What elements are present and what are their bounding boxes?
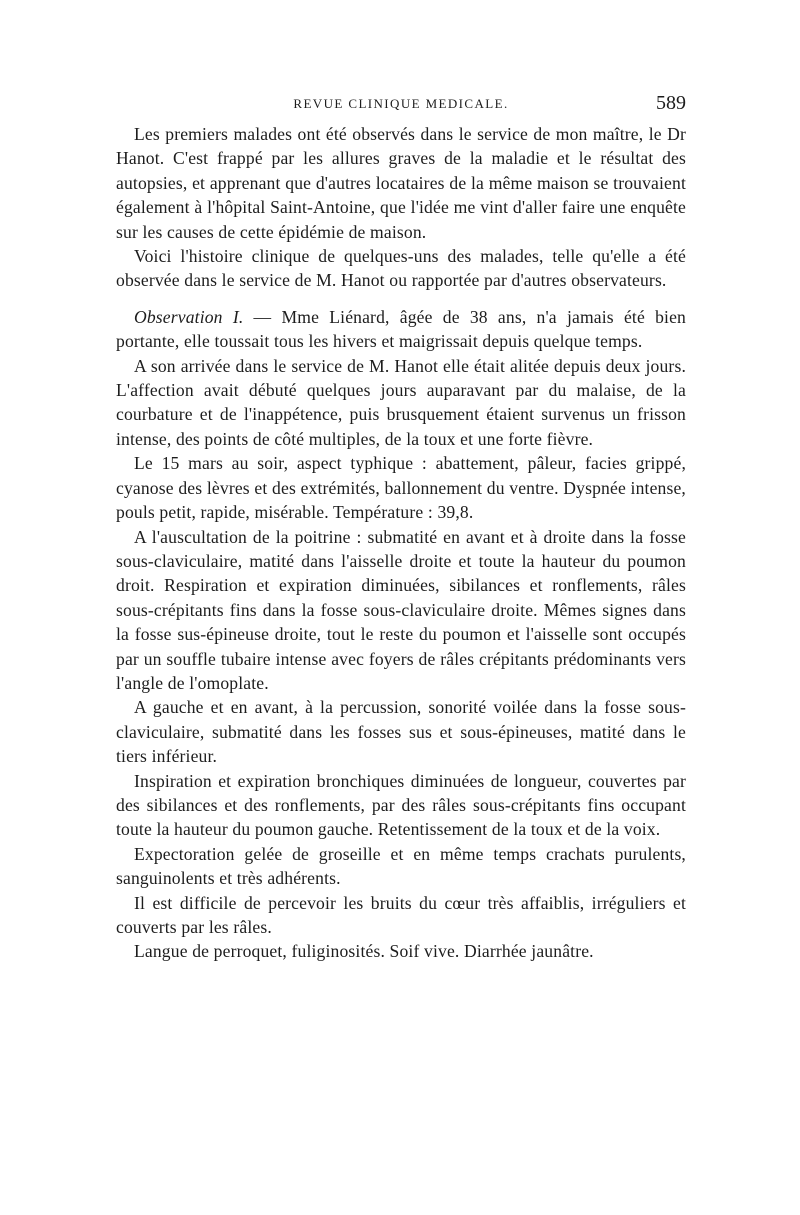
running-header <box>116 92 686 122</box>
running-title: REVUE CLINIQUE MEDICALE. <box>293 96 509 111</box>
page-number: 589 <box>656 92 686 114</box>
paragraph-observation-1 <box>116 305 686 354</box>
body-text <box>116 122 686 964</box>
paragraph-expectoration: Expectoration gelée de groseille et en même temps crachats purulents, sanguinolents et très adhérents. <box>116 843 686 889</box>
paragraph-left-side: A gauche et en avant, à la percussion, sonorité voilée dans la fosse sous-claviculaire, submatité dans les fosses sus et sous-épineuses, matité dans le tiers inférieur. <box>116 697 686 767</box>
paragraph-clinical-history: Voici l'histoire clinique de quelques-uns des malades, telle qu'elle a été observée dans le service de M. Hanot ou rapportée par d'autres observateurs. <box>116 246 686 291</box>
observation-text: — Mme Liénard, âgée de 38 ans, n'a jamais été bien portante, elle toussait tous les hivers et maigrissait depuis quelque temps. <box>116 306 686 352</box>
paragraph-intro: Les premiers malades ont été observés dans le service de mon maître, le Dr Hanot. C'est frappé par les allures graves de la maladie et le résultat des autopsies, et apprenant que d'autres locataires de la même maison se trouvaient également à l'hôpital Saint-Antoine, que l'idée me vint d'aller faire une enquête sur les causes de cette épidémie de maison. <box>116 124 686 242</box>
paragraph-heart-sounds: Il est difficile de percevoir les bruits du cœur très affaiblis, irréguliers et couverts par les râles. <box>116 892 686 937</box>
paragraph-tongue: Langue de perroquet, fuliginosités. Soif vive. Diarrhée jaunâtre. <box>134 941 594 962</box>
paragraph-auscultation: A l'auscultation de la poitrine : submatité en avant et à droite dans la fosse sous-claviculaire, matité dans l'aisselle droite et toute la hauteur du poumon droit. Respiration et expiration diminuées, sibilances et ronflements, râles sous-crépitants fins dans la fosse sous-claviculaire droite. Mêmes signes dans la fosse sus-épineuse droite, tout le reste du poumon et l'aisselle sont occupés par un souffle tubaire intense avec foyers de râles crépitants prédominants vers l'angle de l'omoplate. <box>116 526 686 693</box>
document-page <box>116 92 686 964</box>
paragraph-inspiration: Inspiration et expiration bronchiques diminuées de longueur, couvertes par des sibilances et des ronflements, par des râles sous-crépitants fins occupant toute la hauteur du poumon gauche. Retentissement de la toux et de la voix. <box>116 770 686 840</box>
paragraph-arrival: A son arrivée dans le service de M. Hanot elle était alitée depuis deux jours. L'affection avait débuté quelques jours auparavant par du malaise, de la courbature et de l'inappétence, puis brusquement étaient survenus un frisson intense, des points de côté multiples, de la toux et une forte fièvre. <box>116 355 686 449</box>
paragraph-march-15: Le 15 mars au soir, aspect typhique : abattement, pâleur, facies grippé, cyanose des lèvres et des extrémités, ballonnement du ventre. Dyspnée intense, pouls petit, rapide, misérable. Température : 39,8. <box>116 453 686 523</box>
observation-label: Observation I. <box>134 306 244 327</box>
